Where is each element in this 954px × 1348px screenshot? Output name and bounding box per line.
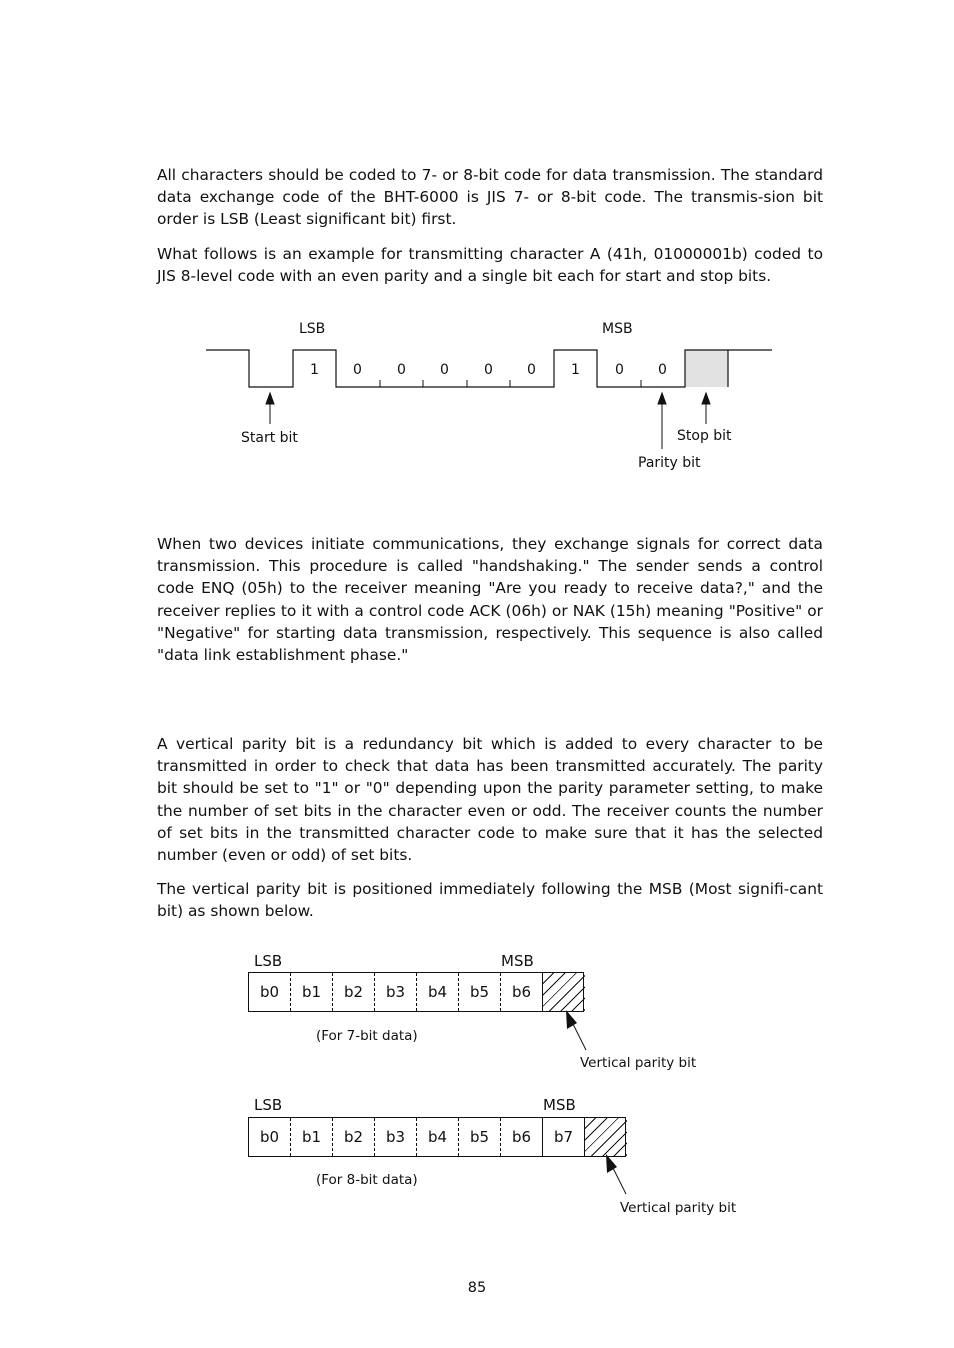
bit-value: 1 [571,362,580,378]
bit-cell: b0 [249,973,291,1011]
bit-cell: b4 [417,973,459,1011]
parity-cell-hatched [585,1118,627,1156]
lsb-label: LSB [254,1096,283,1114]
bit-value: 0 [527,362,536,378]
paragraph-handshaking: When two devices initiate communications, they exchange signals for correct data transmission. This procedure is called "handshaking." The sender sends a control code ENQ (05h) to the receiver meaning "Are you ready to receive data?," and the receiver replies to it with a control code ACK (06h) or NAK (15h) meaning "Positive" or "Negative" for starting data transmission, respectively. This sequence is also called "data link establishment phase." [157,535,823,665]
bit-cell: b5 [459,1118,501,1156]
msb-label: MSB [602,321,633,337]
bit-cell: b0 [249,1118,291,1156]
stop-bit-label: Stop bit [677,428,732,444]
bit-cell: b2 [333,973,375,1011]
lsb-label: LSB [299,321,326,337]
bit-value: 0 [658,362,667,378]
paragraph-bit-coding: All characters should be coded to 7- or 8-bit code for data transmission. The standard data exchange code of the BHT-6000 is JIS 7- or 8-bit code. The transmis-sion bit order is LSB (Least significant bit) first. [157,166,823,229]
bit-cell: b4 [417,1118,459,1156]
parity-cell-hatched [543,973,585,1011]
lsb-label: LSB [254,952,283,970]
bit-value: 0 [615,362,624,378]
vertical-parity-label: Vertical parity bit [580,1055,697,1071]
msb-label: MSB [543,1096,576,1114]
paragraph-vertical-parity: A vertical parity bit is a redundancy bit which is added to every character to be transmitted in order to check that data has been transmitted accurately. The parity bit should be set to "1" or "0" depending upon the parity parameter setting, to make the number of set bits in the character even or odd. The receiver counts the number of set bits in the transmitted character code to make sure that it has the selected number (even or odd) of set bits. [157,735,823,865]
bit-frame-8bit [248,1117,626,1157]
caption-7bit: (For 7-bit data) [316,1028,418,1044]
bit-cell: b6 [501,973,543,1011]
parity-bit-label: Parity bit [638,455,701,471]
arrow-parity-bit [658,393,666,449]
arrow-start-bit [266,393,274,424]
bit-cell: b3 [375,1118,417,1156]
bit-cell: b2 [333,1118,375,1156]
bit-cell: b3 [375,973,417,1011]
paragraph-parity-position: The vertical parity bit is positioned immediately following the MSB (Most signifi-cant bit) as shown below. [157,880,823,921]
arrow-stop-bit [702,393,710,424]
page-number: 85 [467,1280,487,1296]
bit-cell: b5 [459,973,501,1011]
bit-cell: b6 [501,1118,543,1156]
start-bit-label: Start bit [241,430,298,446]
waveform-svg [0,0,954,480]
bit-value: 0 [484,362,493,378]
bit-value: 0 [397,362,406,378]
paragraph-example-intro: What follows is an example for transmitting character A (41h, 01000001b) coded to JIS 8-level code with an even parity and a single bit each for start and stop bits. [157,245,823,286]
bit-cell: b1 [291,1118,333,1156]
stop-bit-region [685,350,728,387]
bit-cell: b7 [543,1118,585,1156]
bit-value: 0 [353,362,362,378]
bit-frame-7bit [248,972,584,1012]
bit-value: 1 [310,362,319,378]
bit-ticks [380,380,641,387]
bit-value: 0 [440,362,449,378]
msb-label: MSB [501,952,534,970]
bit-cell: b1 [291,973,333,1011]
vertical-parity-label: Vertical parity bit [620,1200,737,1216]
caption-8bit: (For 8-bit data) [316,1172,418,1188]
